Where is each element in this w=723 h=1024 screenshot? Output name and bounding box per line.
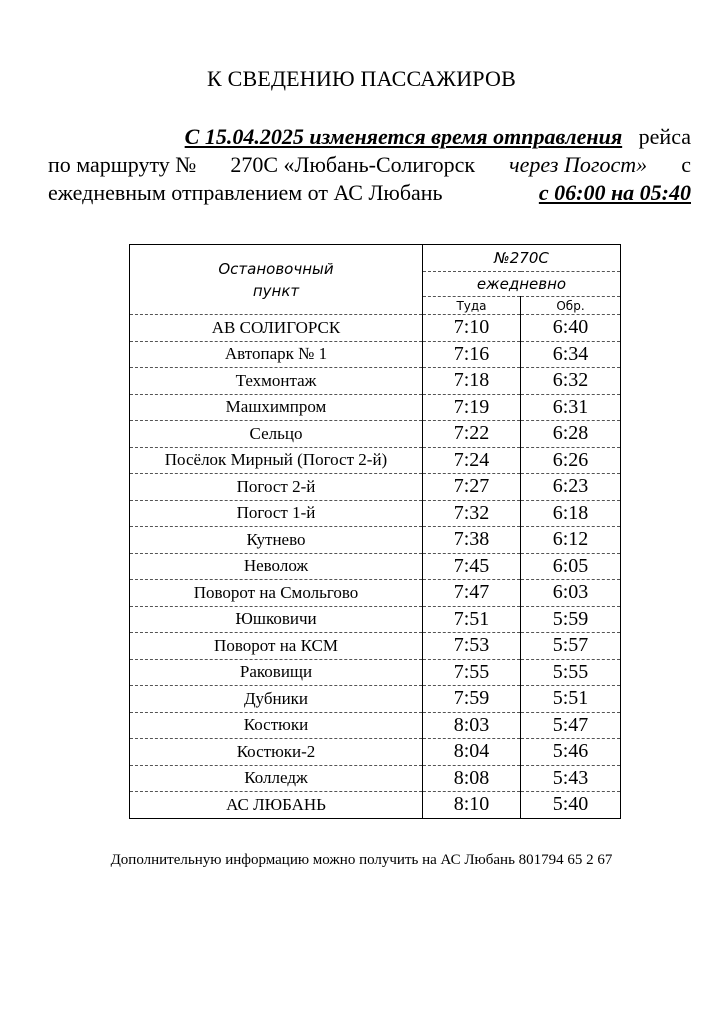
time-back: 6:05 bbox=[521, 553, 621, 580]
stop-name: АВ СОЛИГОРСК bbox=[130, 315, 423, 342]
time-there: 7:10 bbox=[423, 315, 521, 342]
time-there: 7:45 bbox=[423, 553, 521, 580]
stop-column-header: Остановочный пункт bbox=[130, 245, 423, 315]
stop-name: Юшковичи bbox=[130, 606, 423, 633]
stop-name: Дубники bbox=[130, 686, 423, 713]
notice-route-via: через Погост» bbox=[509, 152, 648, 177]
stop-name: АС ЛЮБАНЬ bbox=[130, 792, 423, 819]
stop-name: Машхимпром bbox=[130, 394, 423, 421]
time-there: 7:22 bbox=[423, 421, 521, 448]
notice-route-name: 270С «Любань-Солигорск bbox=[230, 152, 476, 177]
time-back: 6:03 bbox=[521, 580, 621, 607]
time-back: 6:18 bbox=[521, 500, 621, 527]
table-row bbox=[130, 315, 621, 342]
table-row bbox=[130, 500, 621, 527]
table-row bbox=[130, 659, 621, 686]
stop-name: Техмонтаж bbox=[130, 368, 423, 395]
frequency-header: ежедневно bbox=[423, 272, 621, 297]
time-there: 7:47 bbox=[423, 580, 521, 607]
footer-info: Дополнительную информацию можно получить на АС Любань 801794 65 2 67 bbox=[110, 852, 613, 868]
table-row bbox=[130, 765, 621, 792]
stop-name: Костюки-2 bbox=[130, 739, 423, 766]
stop-name: Неволож bbox=[130, 553, 423, 580]
notice-departure-text: ежедневным отправлением от АС Любань bbox=[48, 180, 443, 205]
time-there: 7:16 bbox=[423, 341, 521, 368]
table-row bbox=[130, 447, 621, 474]
time-there: 7:38 bbox=[423, 527, 521, 554]
effective-date-phrase: С 15.04.2025 изменяется время отправления bbox=[184, 124, 623, 149]
stop-name: Поворот на Смольгово bbox=[130, 580, 423, 607]
table-row bbox=[130, 474, 621, 501]
time-there: 7:19 bbox=[423, 394, 521, 421]
time-change-phrase: с 06:00 на 05:40 bbox=[538, 180, 691, 205]
time-there: 7:32 bbox=[423, 500, 521, 527]
notice-route-prefix: по маршруту № bbox=[48, 152, 197, 177]
table-row bbox=[130, 792, 621, 819]
time-back: 6:28 bbox=[521, 421, 621, 448]
time-there: 8:10 bbox=[423, 792, 521, 819]
time-back: 6:40 bbox=[521, 315, 621, 342]
time-there: 7:27 bbox=[423, 474, 521, 501]
time-back: 5:51 bbox=[521, 686, 621, 713]
table-row bbox=[130, 686, 621, 713]
notice-route-word: рейса bbox=[638, 124, 691, 149]
stop-name: Автопарк № 1 bbox=[130, 341, 423, 368]
time-back: 6:34 bbox=[521, 341, 621, 368]
time-back: 5:40 bbox=[521, 792, 621, 819]
table-row bbox=[130, 341, 621, 368]
table-row bbox=[130, 739, 621, 766]
time-there: 7:59 bbox=[423, 686, 521, 713]
stop-name: Поворот на КСМ bbox=[130, 633, 423, 660]
schedule-table bbox=[129, 244, 621, 819]
time-back: 5:57 bbox=[521, 633, 621, 660]
time-there: 7:55 bbox=[423, 659, 521, 686]
time-there: 7:53 bbox=[423, 633, 521, 660]
notice-paragraph bbox=[48, 123, 691, 207]
notice-line-3 bbox=[48, 179, 691, 207]
stop-name: Раковищи bbox=[130, 659, 423, 686]
table-row bbox=[130, 421, 621, 448]
table-row bbox=[130, 580, 621, 607]
time-there: 7:24 bbox=[423, 447, 521, 474]
stop-name: Костюки bbox=[130, 712, 423, 739]
stop-name: Кутнево bbox=[130, 527, 423, 554]
time-back: 5:55 bbox=[521, 659, 621, 686]
notice-line-2 bbox=[48, 151, 691, 179]
notice-line-1 bbox=[48, 123, 691, 151]
time-back: 6:31 bbox=[521, 394, 621, 421]
time-back: 6:26 bbox=[521, 447, 621, 474]
direction-there-header: Туда bbox=[423, 297, 521, 315]
table-row bbox=[130, 606, 621, 633]
stop-name: Погост 1-й bbox=[130, 500, 423, 527]
table-row bbox=[130, 368, 621, 395]
time-back: 5:43 bbox=[521, 765, 621, 792]
table-row bbox=[130, 712, 621, 739]
table-row bbox=[130, 553, 621, 580]
time-there: 7:18 bbox=[423, 368, 521, 395]
time-back: 5:47 bbox=[521, 712, 621, 739]
time-there: 8:04 bbox=[423, 739, 521, 766]
page-title: К СВЕДЕНИЮ ПАССАЖИРОВ bbox=[207, 66, 516, 91]
time-back: 6:32 bbox=[521, 368, 621, 395]
stop-name: Посёлок Мирный (Погост 2-й) bbox=[130, 447, 423, 474]
notice-route-tail: с bbox=[681, 152, 691, 177]
time-there: 8:08 bbox=[423, 765, 521, 792]
route-number-header: №270С bbox=[423, 245, 621, 272]
table-row bbox=[130, 527, 621, 554]
table-row bbox=[130, 394, 621, 421]
stop-name: Сельцо bbox=[130, 421, 423, 448]
time-back: 5:46 bbox=[521, 739, 621, 766]
time-there: 7:51 bbox=[423, 606, 521, 633]
stop-name: Погост 2-й bbox=[130, 474, 423, 501]
time-back: 5:59 bbox=[521, 606, 621, 633]
direction-back-header: Обр. bbox=[521, 297, 621, 315]
stop-name: Колледж bbox=[130, 765, 423, 792]
time-there: 8:03 bbox=[423, 712, 521, 739]
time-back: 6:12 bbox=[521, 527, 621, 554]
time-back: 6:23 bbox=[521, 474, 621, 501]
table-row bbox=[130, 633, 621, 660]
